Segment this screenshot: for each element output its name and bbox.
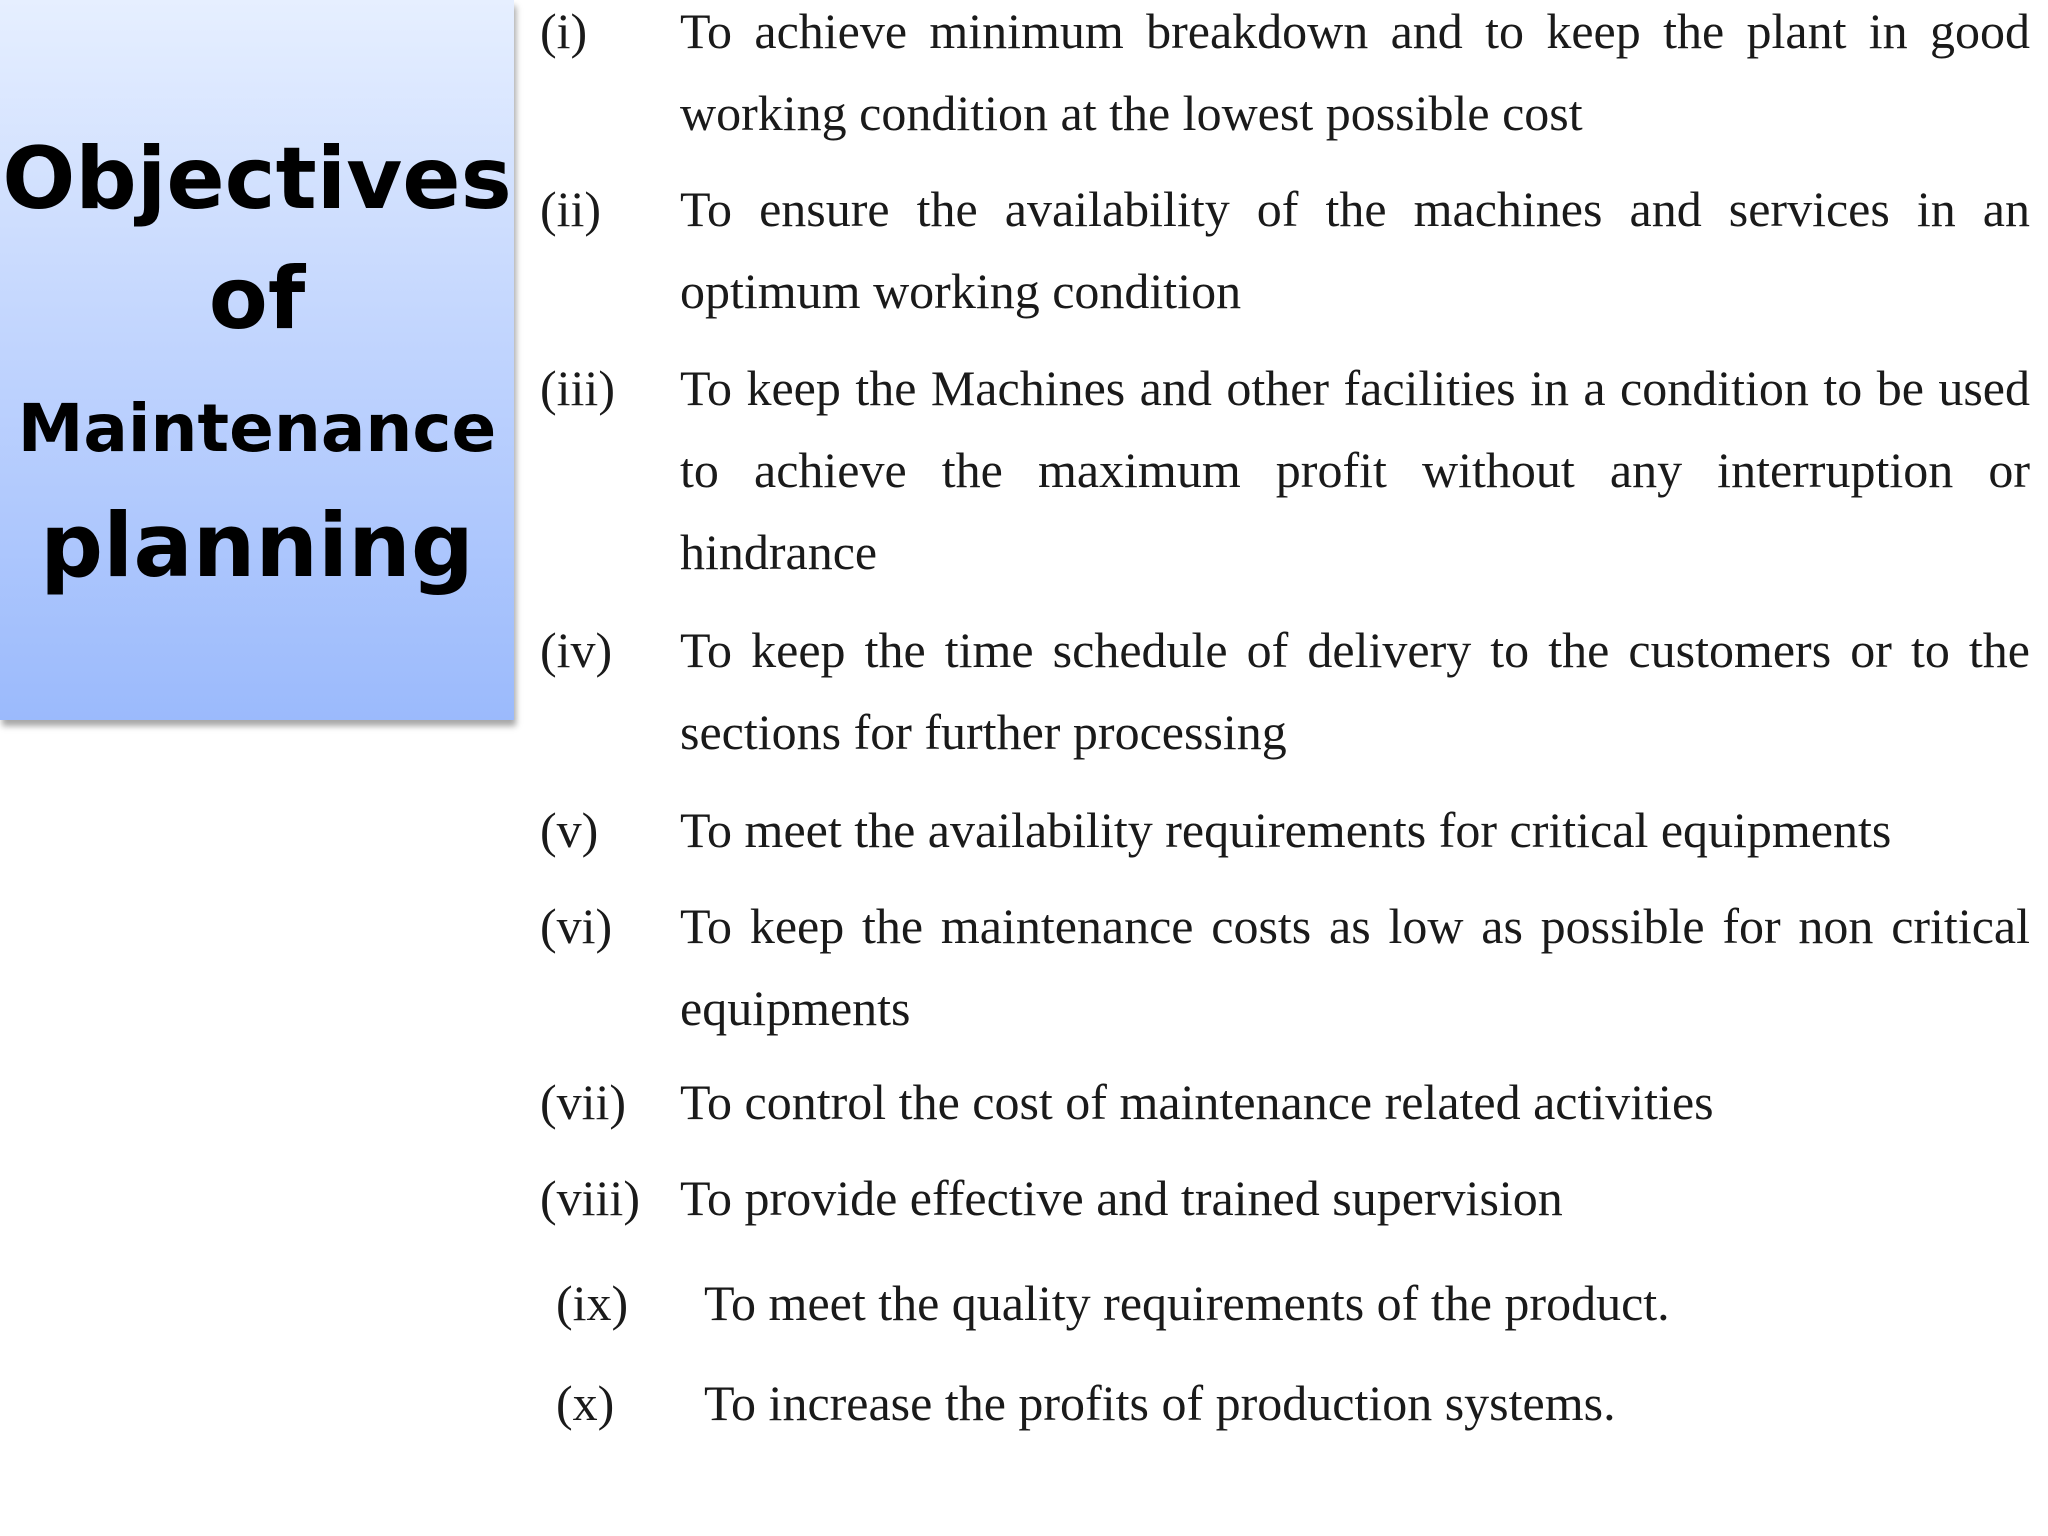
item-number: (ii) bbox=[540, 181, 602, 237]
item-text: To provide effective and trained supervision bbox=[680, 1170, 1563, 1226]
item-number: (vi) bbox=[540, 898, 613, 954]
title-line-maintenance: Maintenance bbox=[17, 390, 497, 467]
item-number: (viii) bbox=[540, 1170, 640, 1226]
item-text: To keep the Machines and other facilities in a condition to be used to achieve the maximum profit without any interruption or hindrance bbox=[680, 360, 2030, 580]
item-text: To meet the availability requirements for critical equipments bbox=[680, 802, 1892, 858]
item-text: To keep the time schedule of delivery to the customers or to the sections for further processing bbox=[680, 622, 2030, 760]
item-text: To meet the quality requirements of the product. bbox=[704, 1275, 1670, 1331]
title-line-planning: planning bbox=[40, 494, 474, 597]
item-text: To keep the maintenance costs as low as possible for non critical equipments bbox=[680, 898, 2030, 1036]
title-box bbox=[0, 0, 514, 720]
item-text: To control the cost of maintenance related activities bbox=[680, 1074, 1714, 1130]
item-number: (v) bbox=[540, 802, 599, 858]
item-number: (iv) bbox=[540, 622, 613, 678]
item-text: To increase the profits of production systems. bbox=[704, 1375, 1616, 1431]
title-line-of: of bbox=[208, 249, 306, 349]
item-number: (x) bbox=[556, 1375, 615, 1431]
item-number: (i) bbox=[540, 3, 588, 59]
title-line-objectives: Objectives bbox=[2, 129, 512, 229]
item-text: To ensure the availability of the machines and services in an optimum working condition bbox=[680, 181, 2030, 319]
item-number: (ix) bbox=[556, 1275, 629, 1331]
item-text: To achieve minimum breakdown and to keep the plant in good working condition at the lowest possible cost bbox=[680, 3, 2030, 141]
item-number: (vii) bbox=[540, 1074, 627, 1130]
item-number: (iii) bbox=[540, 360, 615, 416]
